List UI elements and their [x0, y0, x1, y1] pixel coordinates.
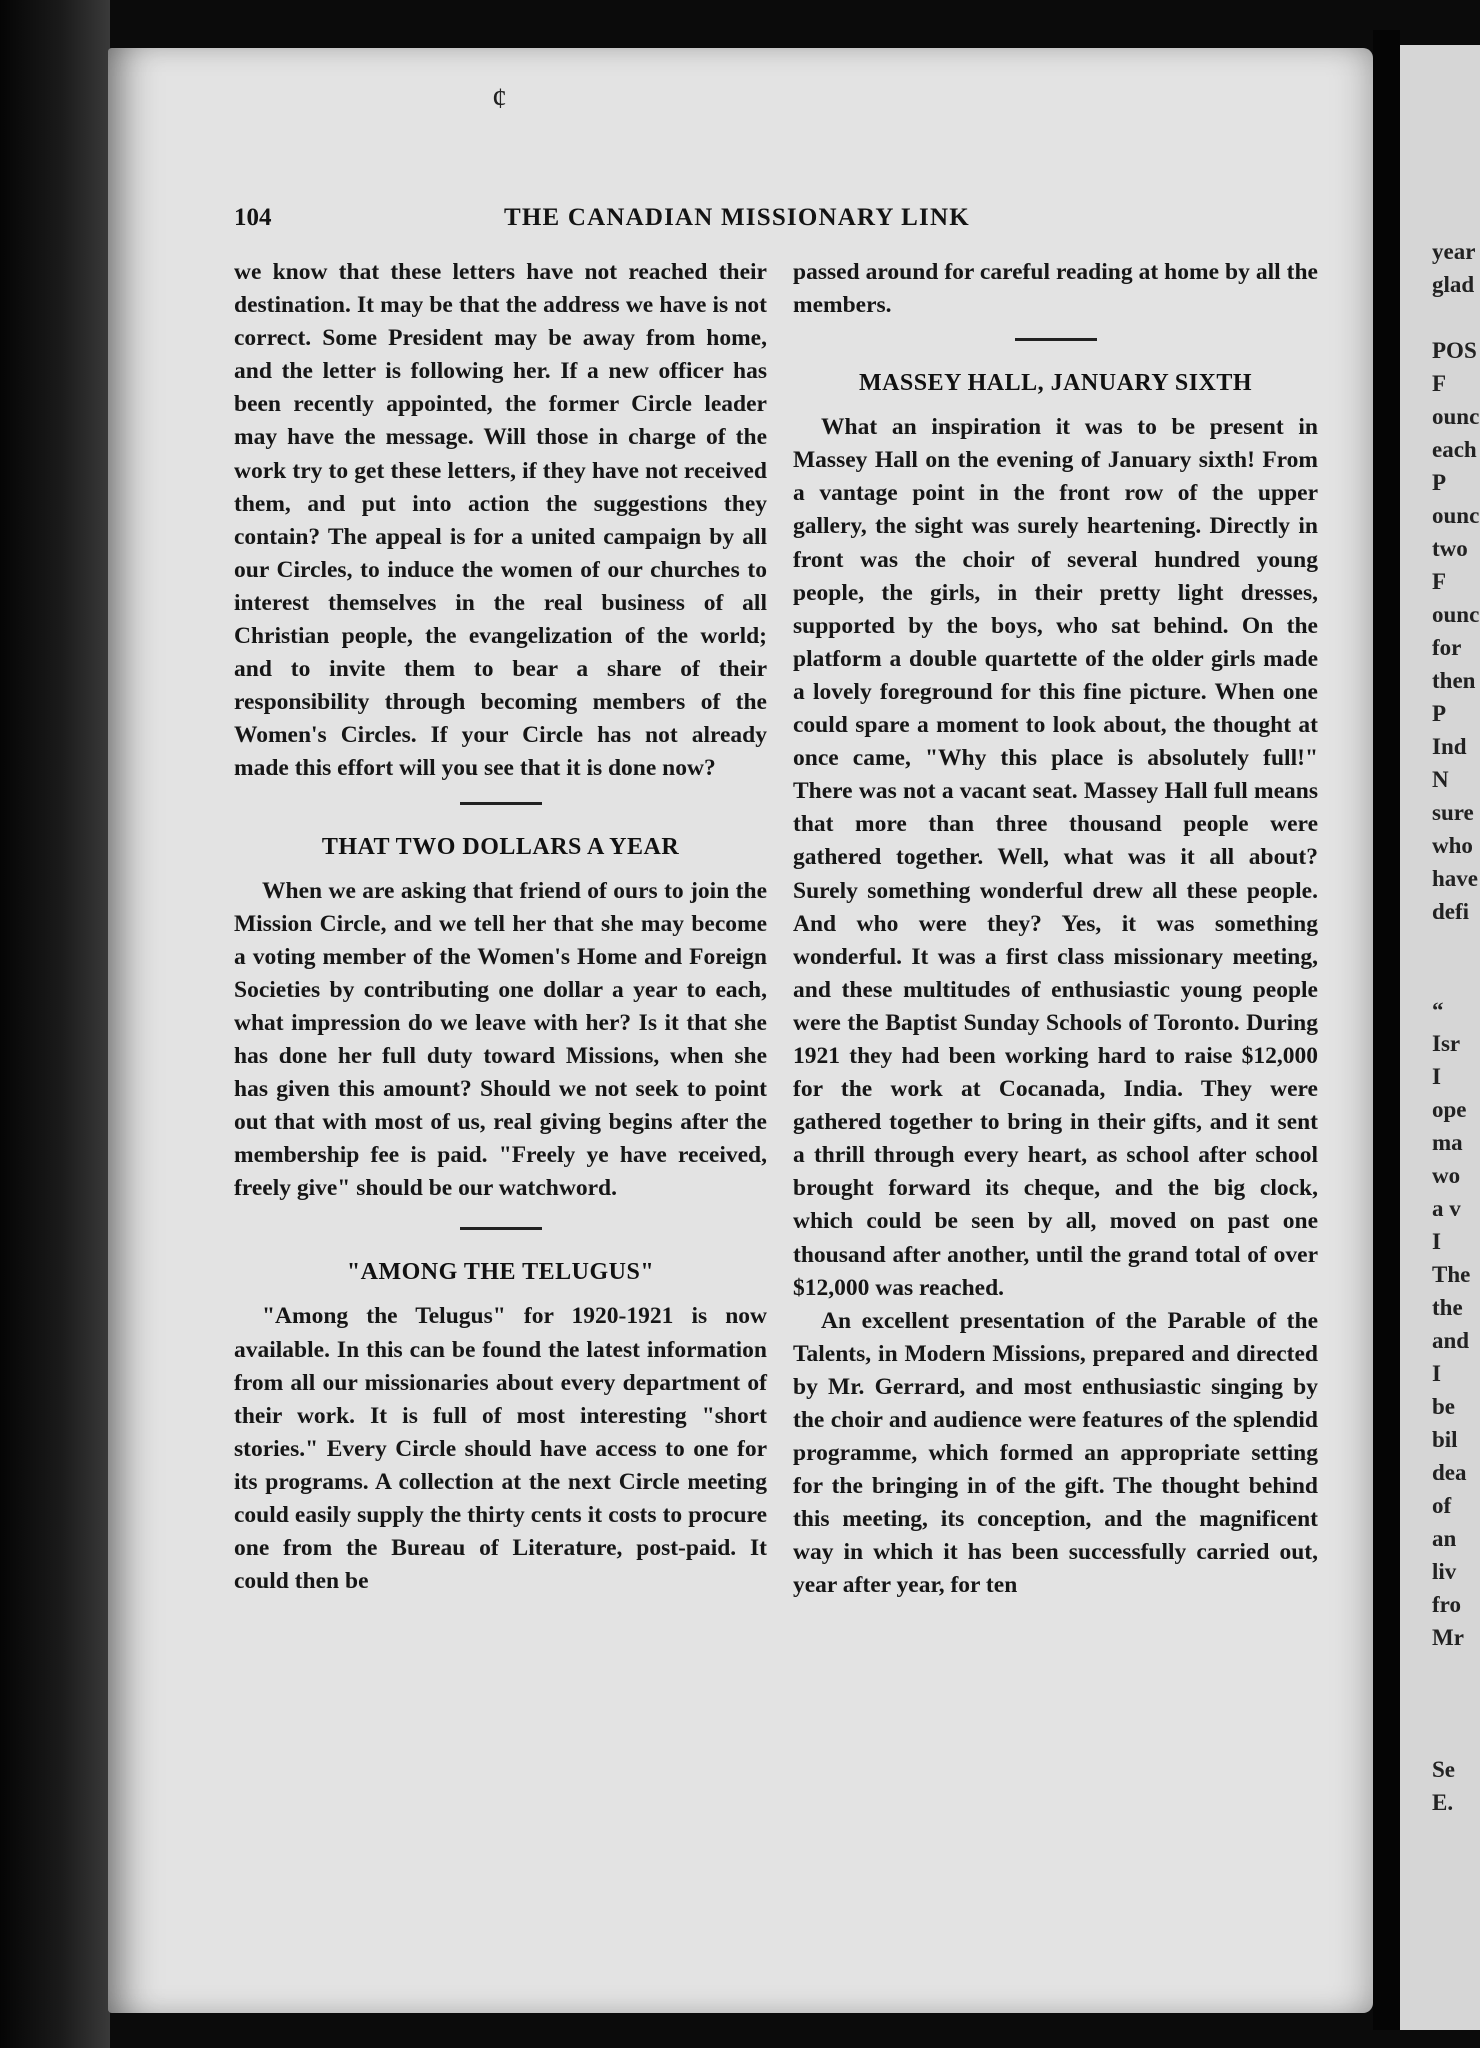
- facing-page-fragment: Se: [1432, 1757, 1455, 1782]
- right-column: [793, 256, 1318, 1603]
- facing-page-fragment: The: [1432, 1262, 1471, 1287]
- facing-page-fragment: for: [1432, 635, 1462, 660]
- two-dollars-paragraph: When we are asking that friend of ours to join the Mission Circle, and we tell her that she may become a voting member of the Women's Home and Foreign Societies by contributing one dollar a year to each, what impression do we leave with her? Is it that she has done her full duty toward Missions, when she has given this amount? Should we not seek to point out that with most of us, real giving begins after the membership fee is paid. "Freely ye have received, freely give" should be our watchword.: [234, 877, 767, 1202]
- facing-page-fragment: have: [1432, 866, 1478, 891]
- facing-page-fragment: two: [1432, 536, 1468, 561]
- facing-page-fragment: E.: [1432, 1790, 1454, 1815]
- facing-page-fragment: ounc: [1432, 404, 1480, 429]
- facing-page-fragment: bil: [1432, 1427, 1458, 1452]
- book-gutter-shadow: [1373, 30, 1400, 2030]
- massey-hall-paragraph-2: An excellent presentation of the Parable of the Talents, in Modern Missions, prepared and directed by Mr. Gerrard, and most enthusiastic singing by the choir and audience were features of the splendid programme, which formed an appropriate setting for the bringing in of the gift. The thought behind this meeting, its conception, and the magnificent way in which it has been successfully carried out, year after year, for ten: [793, 1307, 1318, 1599]
- facing-page-fragment: who: [1432, 833, 1473, 858]
- facing-page-fragment: [1400, 1720, 1480, 1753]
- facing-page-fragment: each: [1432, 437, 1477, 462]
- facing-page-fragment: and: [1432, 1328, 1470, 1353]
- facing-page-fragment: POS: [1432, 338, 1477, 363]
- facing-page-fragment: [1400, 1687, 1480, 1720]
- facing-page-fragment: [1400, 301, 1480, 334]
- telugus-paragraph: "Among the Telugus" for 1920-1921 is now available. In this can be found the latest information from all our missionaries about every department of their work. It is full of most interesting "short stories." Every Circle should have access to one for its programs. A collection at the next Circle meeting could easily supply the thirty cents it costs to procure one from the Bureau of Literature, post-paid. It could then be: [234, 1303, 767, 1595]
- facing-page-fragment: then: [1432, 668, 1476, 693]
- facing-page-fragment: ope: [1432, 1097, 1467, 1122]
- facing-page-fragment: I: [1432, 1229, 1441, 1254]
- stray-ink-mark: ¢: [492, 82, 507, 115]
- right-intro-paragraph: passed around for careful reading at home by all the members.: [793, 259, 1318, 319]
- facing-page-edge: [1400, 45, 1480, 2030]
- facing-page-fragment: [1400, 928, 1480, 961]
- facing-page-fragment: I: [1432, 1064, 1441, 1089]
- facing-page-fragment: sure: [1432, 800, 1474, 825]
- facing-page-fragment: fro: [1432, 1592, 1461, 1617]
- facing-page-fragment: ounc: [1432, 602, 1480, 627]
- facing-page-fragment: I: [1432, 1361, 1441, 1386]
- section-divider: [460, 1227, 542, 1230]
- facing-page-fragment: ounc: [1432, 503, 1480, 528]
- facing-page-fragment: F: [1432, 569, 1447, 594]
- publication-title: THE CANADIAN MISSIONARY LINK: [504, 204, 970, 231]
- page-number: 104: [234, 204, 272, 231]
- facing-page-fragment: Ind: [1432, 734, 1467, 759]
- facing-page-fragment: dea: [1432, 1460, 1467, 1485]
- facing-page-fragment: of: [1432, 1493, 1452, 1518]
- book-binding-edge: [0, 0, 110, 2048]
- facing-page-fragment: glad: [1432, 272, 1475, 297]
- left-column: [234, 256, 767, 1598]
- facing-page-fragment: ma: [1432, 1130, 1463, 1155]
- facing-page-fragment: [1400, 1654, 1480, 1687]
- facing-page-fragment: Isr: [1432, 1031, 1461, 1056]
- section-heading-two-dollars: THAT TWO DOLLARS A YEAR: [321, 833, 680, 860]
- facing-page-fragment: “: [1432, 998, 1444, 1023]
- facing-page-fragment: N: [1432, 767, 1449, 792]
- facing-page-fragment: P: [1432, 470, 1447, 495]
- facing-page-fragment: Mr: [1432, 1625, 1464, 1650]
- section-divider: [1015, 338, 1097, 341]
- facing-page-fragment: an: [1432, 1526, 1457, 1551]
- massey-hall-paragraph-1: What an inspiration it was to be present in Massey Hall on the evening of January sixth! From a vantage point in the front row of the upper gallery, the sight was surely heartening. Directly in front was the choir of several hundred young people, the girls, in their pretty light dresses, supported by the boys, who sat behind. On the platform a double quartette of the older girls made a lovely foreground for this fine picture. When one could spare a moment to look about, the thought at once came, "Why this place is absolutely full!" There was not a vacant seat. Massey Hall full means that more than three thousand people were gathered together. Well, what was it all about? Surely something wonderful drew all these people. And who were they? Yes, it was something wonderful. It was a first class missionary meeting, and these multitudes of enthusiastic young people were the Baptist Sunday Schools of Toronto. During 1921 they had been working hard to raise $12,000 for the work at Cocanada, India. They were gathered together to bring in their gifts, and it sent a thrill through every heart, as school after school brought forward its cheque, and the big clock, which could be seen by all, moved on past one thousand after another, until the grand total of over $12,000 was reached.: [793, 414, 1318, 1301]
- left-intro-paragraph: we know that these letters have not reached their destination. It may be that the address we have is not correct. Some President may be away from home, and the letter is following her. If a new officer has been recently appointed, the former Circle leader may have the message. Will those in charge of the work try to get these letters, if they have not received them, and put into action the suggestions they contain? The appeal is for a united campaign by all our Circles, to induce the women of our churches to interest themselves in the real business of all Christian people, the evangelization of the world; and to invite them to bear a share of their responsibility through becoming members of the Women's Circles. If your Circle has not already made this effort will you see that it is done now?: [234, 259, 767, 782]
- facing-page-fragment: liv: [1432, 1559, 1457, 1584]
- section-heading-massey-hall: MASSEY HALL, JANUARY SIXTH: [858, 370, 1253, 397]
- section-heading-telugus: "AMONG THE TELUGUS": [346, 1259, 655, 1286]
- facing-page-fragment: wo: [1432, 1163, 1461, 1188]
- facing-page-fragment: [1400, 961, 1480, 994]
- facing-page-fragment: the: [1432, 1295, 1463, 1320]
- facing-page-fragment: a v: [1432, 1196, 1461, 1221]
- running-header: [234, 204, 1324, 238]
- facing-page-fragment: defi: [1432, 899, 1470, 924]
- section-divider: [460, 802, 542, 805]
- facing-page-top-margin: [1400, 45, 1480, 235]
- facing-page-fragment: year: [1432, 239, 1476, 264]
- facing-page-fragment: F: [1432, 371, 1447, 396]
- facing-page-fragment: be: [1432, 1394, 1455, 1419]
- facing-page-fragment: P: [1432, 701, 1447, 726]
